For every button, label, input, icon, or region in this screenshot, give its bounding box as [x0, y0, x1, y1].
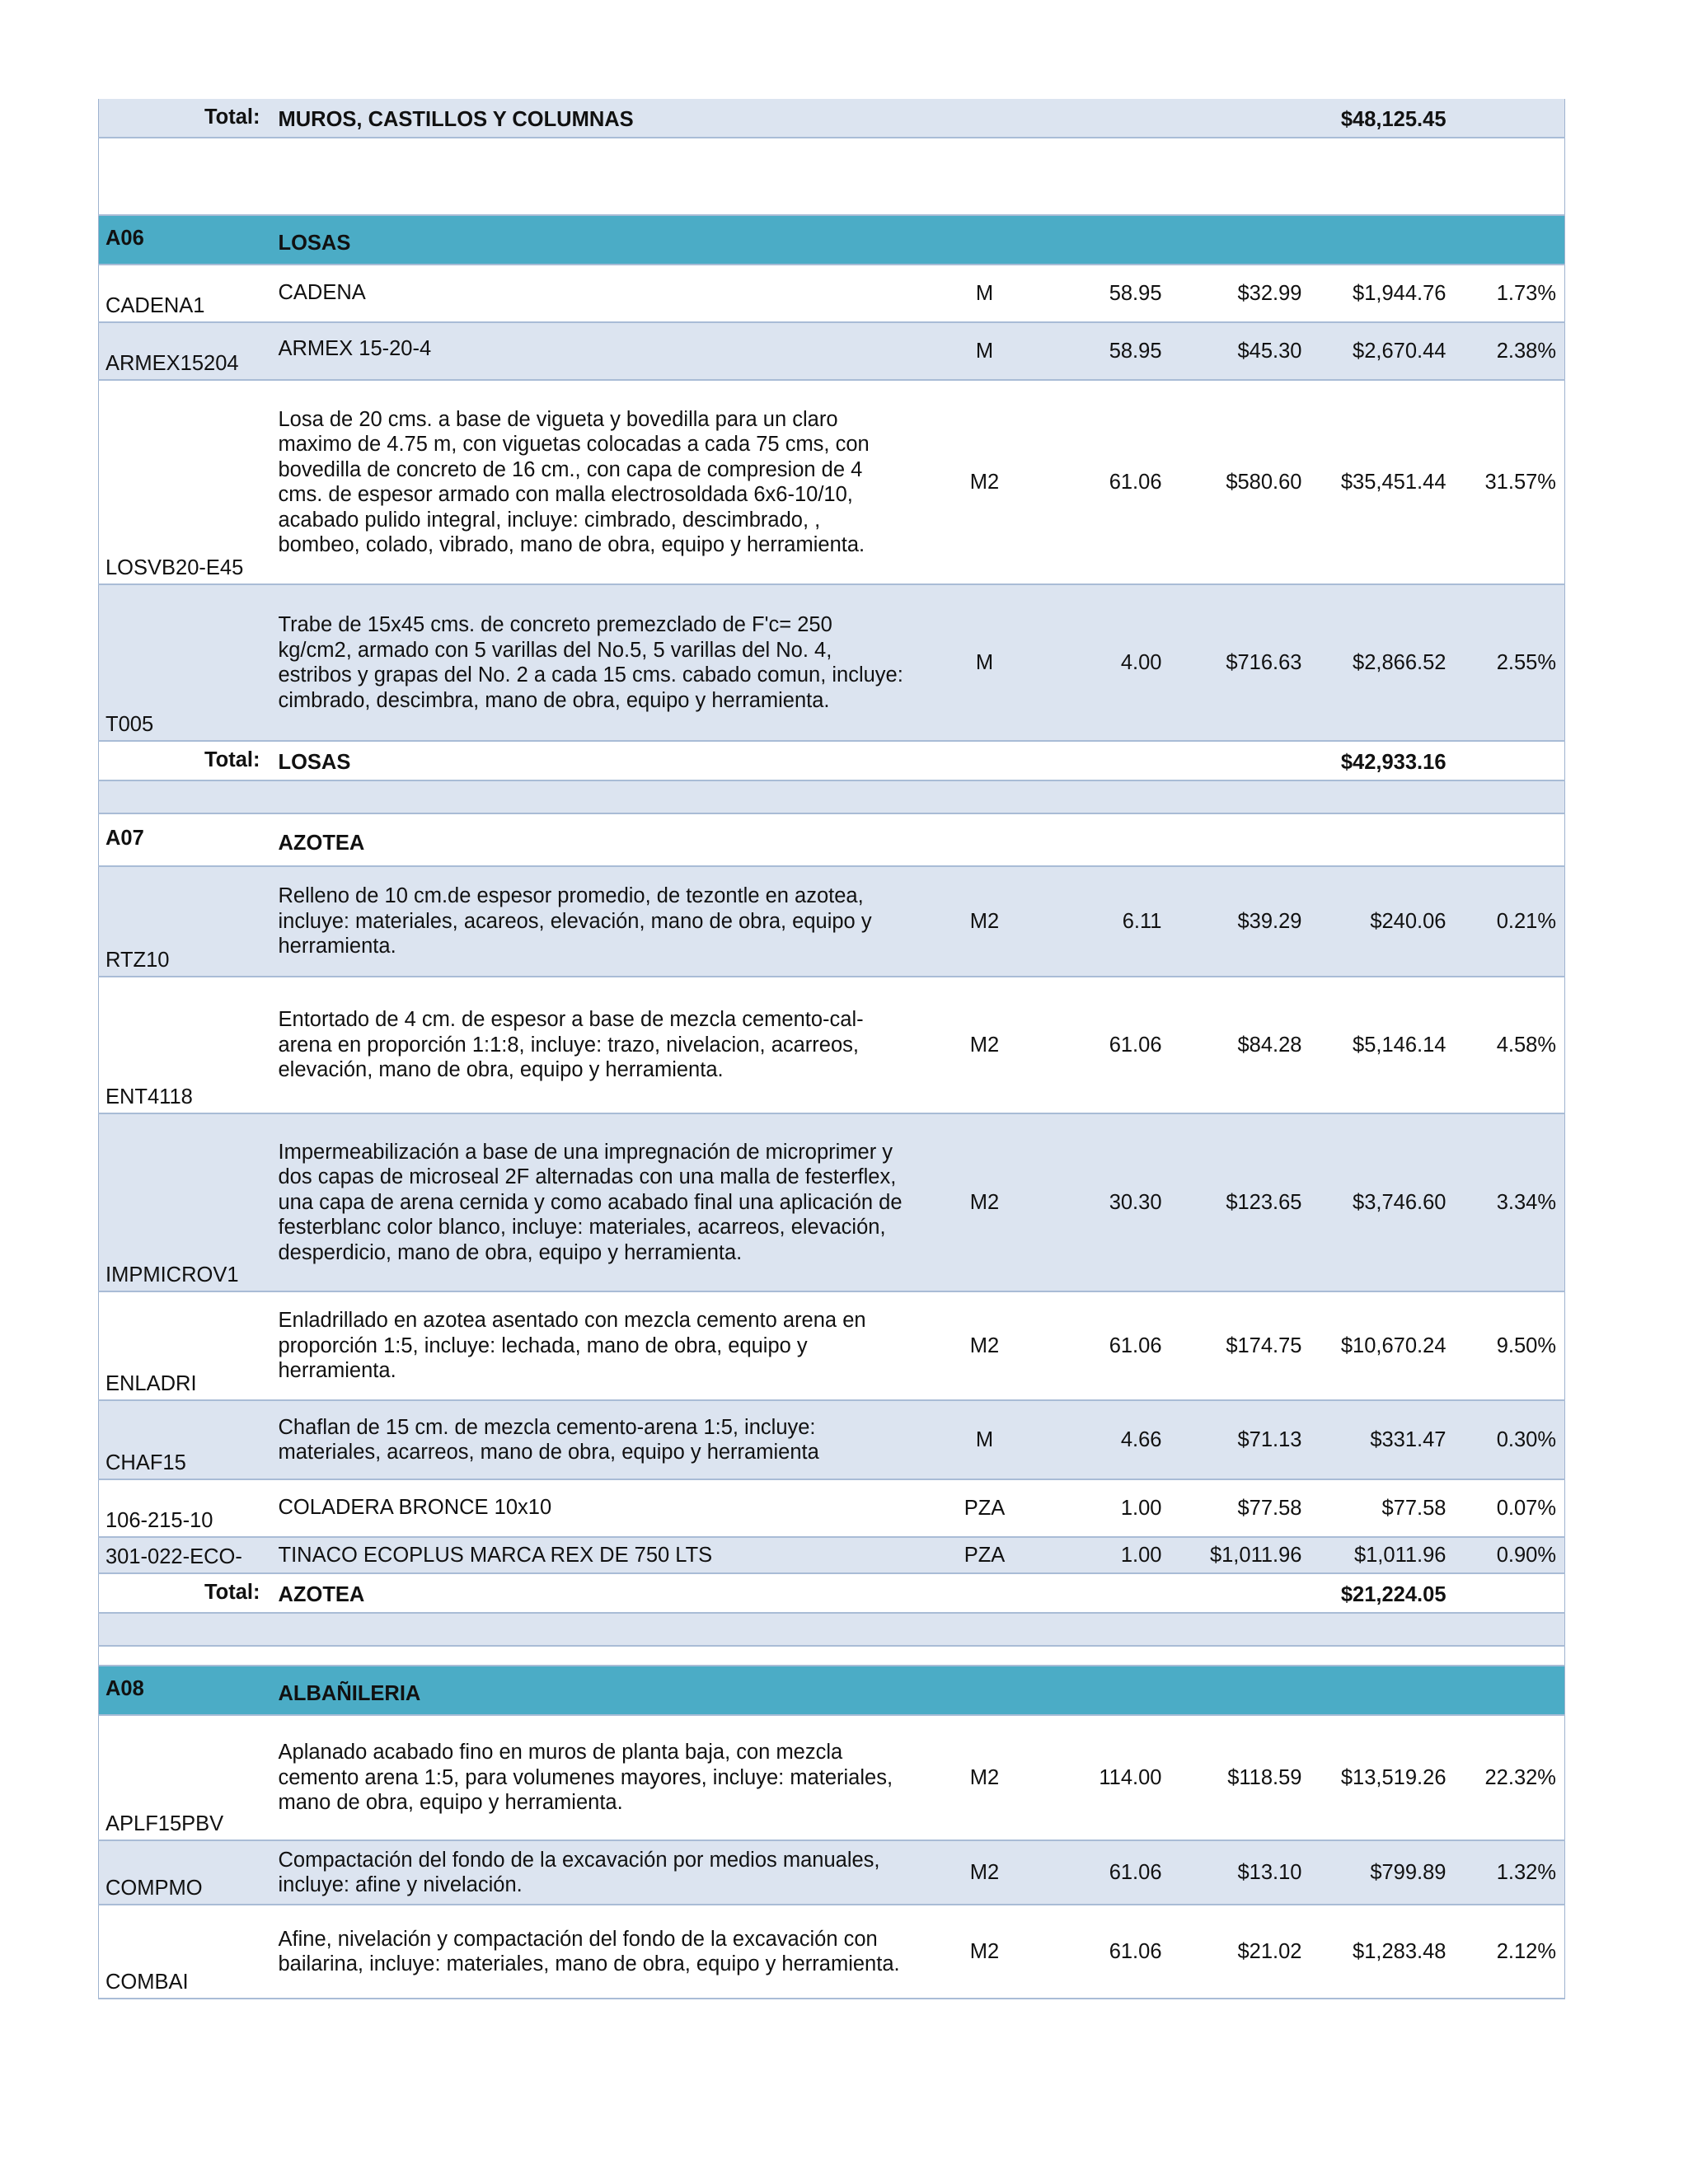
- total-section-name: LOSAS: [278, 750, 351, 774]
- item-unit: M2: [969, 909, 1000, 933]
- item-code: 301-022-ECO-: [106, 1544, 242, 1568]
- section-code: A06: [106, 227, 144, 251]
- item-amount: $1,944.76: [1353, 281, 1447, 305]
- item-code: LOSVB20-E45: [106, 555, 244, 579]
- item-description: Losa de 20 cms. a base de vigueta y bovedilla para un claro maximo de 4.75 m, con viguetas colocadas a cada 75 cms, con bovedilla de concreto de 16 cm., con capa de compresion de 4 cms. de espesor armado con malla electrosoldada 6x6-10/10, acabado pulido integral, incluye: cimbrado, descimbrado, , bombeo, colado, vibrado, mano de obra, equipo y herramienta.: [278, 407, 870, 556]
- item-unit-price: $118.59: [1227, 1765, 1302, 1789]
- item-description: Impermeabilización a base de una impregnación de microprimer y dos capas de microseal 2F alternadas con una malla de festerflex, una capa de arena cernida y como acabado final una aplicación de festerblanc color blanco, incluye: materiales, acarreos, elevación, desperdicio, mano de obra, equipo y herramienta.: [278, 1140, 903, 1264]
- item-description: TINACO ECOPLUS MARCA REX DE 750 LTS: [278, 1543, 713, 1567]
- item-unit: M: [975, 1427, 994, 1451]
- item-description: Enladrillado en azotea asentado con mezcla cemento arena en proporción 1:5, incluye: lechada, mano de obra, equipo y herramienta.: [278, 1309, 866, 1383]
- item-unit-price: $84.28: [1237, 1033, 1302, 1057]
- item-percent: 0.90%: [1496, 1543, 1556, 1567]
- item-unit-price: $716.63: [1226, 650, 1302, 674]
- item-unit-price: $174.75: [1226, 1333, 1302, 1357]
- item-code: COMPMO: [106, 1876, 203, 1900]
- item-code: ARMEX15204: [106, 351, 239, 375]
- item-unit-price: $39.29: [1237, 909, 1302, 933]
- item-unit-price: $580.60: [1226, 470, 1302, 494]
- item-row: [99, 977, 1565, 1113]
- item-quantity: 61.06: [1109, 1860, 1162, 1884]
- item-unit: PZA: [964, 1496, 1006, 1520]
- item-code: T005: [106, 712, 154, 736]
- item-quantity: 61.06: [1109, 1939, 1162, 1963]
- item-percent: 1.32%: [1496, 1860, 1556, 1884]
- item-amount: $799.89: [1370, 1860, 1447, 1884]
- item-row: [99, 1479, 1565, 1537]
- section-code: A08: [106, 1677, 144, 1701]
- spacer-row: [99, 138, 1565, 215]
- section-code: A07: [106, 827, 144, 851]
- item-description: Afine, nivelación y compactación del fondo de la excavación con bailarina, incluye: materiales, mano de obra, equipo y herramienta.: [278, 1927, 900, 1975]
- item-amount: $13,519.26: [1340, 1765, 1447, 1789]
- total-section-name: MUROS, CASTILLOS Y COLUMNAS: [278, 107, 634, 131]
- item-row: [99, 1291, 1565, 1400]
- item-row: [99, 1537, 1565, 1573]
- item-amount: $1,011.96: [1353, 1543, 1447, 1567]
- item-unit: M2: [969, 470, 1000, 494]
- item-row: [99, 265, 1565, 322]
- item-unit: M2: [969, 1333, 1000, 1357]
- item-code: 106-215-10: [106, 1508, 213, 1532]
- item-row: [99, 380, 1565, 584]
- item-code: COMBAI: [106, 1970, 189, 1994]
- item-percent: 4.58%: [1496, 1033, 1556, 1057]
- item-description: ARMEX 15-20-4: [278, 337, 432, 360]
- item-quantity: 61.06: [1109, 470, 1162, 494]
- item-description: Aplanado acabado fino en muros de planta baja, con mezcla cemento arena 1:5, para volumenes mayores, incluye: materiales, mano de obra, equipo y herramienta.: [278, 1741, 893, 1815]
- total-row-azotea: [99, 1573, 1565, 1613]
- item-percent: 0.30%: [1496, 1427, 1556, 1451]
- item-percent: 1.73%: [1496, 281, 1556, 305]
- item-row: [99, 866, 1565, 977]
- item-description: Compactación del fondo de la excavación por medios manuales, incluye: afine y nivelación.: [278, 1848, 880, 1896]
- section-title: ALBAÑILERIA: [278, 1681, 421, 1705]
- item-description: Trabe de 15x45 cms. de concreto premezclado de F'c= 250 kg/cm2, armado con 5 varillas del No.5, 5 varillas del No. 4, estribos y grapas del No. 2 a cada 15 cms. cabado comun, incluye: cimbrado, descimbra, mano de obra, equipo y herramienta.: [278, 613, 903, 712]
- total-label: Total:: [204, 748, 260, 771]
- item-quantity: 58.95: [1109, 339, 1162, 363]
- item-quantity: 4.66: [1120, 1427, 1162, 1451]
- item-unit-price: $77.58: [1237, 1496, 1302, 1520]
- item-unit: M: [975, 650, 994, 674]
- item-description: CADENA: [278, 281, 366, 304]
- item-unit-price: $45.30: [1237, 339, 1302, 363]
- item-percent: 22.32%: [1484, 1765, 1556, 1789]
- item-row: [99, 1905, 1565, 1999]
- item-row: [99, 1715, 1565, 1840]
- item-quantity: 61.06: [1109, 1033, 1162, 1057]
- item-unit-price: $13.10: [1237, 1860, 1302, 1884]
- item-unit-price: $32.99: [1237, 281, 1302, 305]
- item-unit-price: $71.13: [1237, 1427, 1302, 1451]
- total-label: Total:: [204, 1580, 260, 1604]
- item-amount: $2,866.52: [1353, 650, 1447, 674]
- item-percent: 31.57%: [1484, 470, 1556, 494]
- item-unit-price: $21.02: [1237, 1939, 1302, 1963]
- item-code: IMPMICROV1: [106, 1263, 239, 1286]
- section-header-a06: [99, 215, 1565, 265]
- section-title: AZOTEA: [278, 831, 365, 855]
- item-row: [99, 1840, 1565, 1905]
- item-percent: 3.34%: [1496, 1190, 1556, 1214]
- item-unit: M2: [969, 1939, 1000, 1963]
- total-row-muros: [99, 99, 1565, 138]
- item-amount: $3,746.60: [1353, 1190, 1447, 1214]
- item-code: CHAF15: [106, 1451, 186, 1474]
- spacer-row: [99, 1646, 1565, 1666]
- item-quantity: 4.00: [1120, 650, 1162, 674]
- budget-table: [98, 99, 1565, 1999]
- spacer-row: [99, 1613, 1565, 1646]
- section-header-a08: [99, 1666, 1565, 1715]
- item-code: ENT4118: [106, 1085, 193, 1108]
- item-percent: 2.12%: [1496, 1939, 1556, 1963]
- item-quantity: 58.95: [1109, 281, 1162, 305]
- item-unit: M: [975, 281, 994, 305]
- item-quantity: 1.00: [1120, 1543, 1162, 1567]
- item-row: [99, 1400, 1565, 1479]
- item-amount: $240.06: [1370, 909, 1447, 933]
- item-description: COLADERA BRONCE 10x10: [278, 1496, 552, 1519]
- item-unit: M2: [969, 1860, 1000, 1884]
- item-quantity: 1.00: [1120, 1496, 1162, 1520]
- item-unit-price: $1,011.96: [1209, 1543, 1302, 1567]
- item-percent: 9.50%: [1496, 1333, 1556, 1357]
- item-amount: $2,670.44: [1353, 339, 1447, 363]
- item-unit-price: $123.65: [1226, 1190, 1302, 1214]
- item-quantity: 30.30: [1109, 1190, 1162, 1214]
- item-unit: M2: [969, 1190, 1000, 1214]
- total-amount: $42,933.16: [1340, 750, 1447, 774]
- item-code: ENLADRI: [106, 1371, 197, 1395]
- item-row: [99, 584, 1565, 741]
- item-amount: $35,451.44: [1340, 470, 1447, 494]
- item-code: RTZ10: [106, 948, 170, 972]
- item-code: APLF15PBV: [106, 1811, 224, 1835]
- total-amount: $48,125.45: [1340, 107, 1447, 131]
- item-percent: 0.21%: [1496, 909, 1556, 933]
- section-header-a07: [99, 813, 1565, 866]
- item-description: Chaflan de 15 cm. de mezcla cemento-arena 1:5, incluye: materiales, acarreos, mano de obra, equipo y herramienta: [278, 1415, 819, 1464]
- section-title: LOSAS: [278, 231, 351, 255]
- item-amount: $5,146.14: [1353, 1033, 1447, 1057]
- item-description: Relleno de 10 cm.de espesor promedio, de tezontle en azotea, incluye: materiales, acareos, elevación, mano de obra, equipo y herramienta.: [278, 884, 872, 958]
- total-amount: $21,224.05: [1340, 1582, 1447, 1606]
- total-row-losas: [99, 741, 1565, 780]
- item-unit: M2: [969, 1033, 1000, 1057]
- item-amount: $10,670.24: [1340, 1333, 1447, 1357]
- item-code: CADENA1: [106, 293, 205, 317]
- item-description: Entortado de 4 cm. de espesor a base de mezcla cemento-cal-arena en proporción 1:1:8, incluye: trazo, nivelacion, acarreos, elevación, mano de obra, equipo y herramienta.: [278, 1008, 864, 1082]
- item-quantity: 114.00: [1099, 1765, 1162, 1789]
- item-unit: M2: [969, 1765, 1000, 1789]
- item-quantity: 61.06: [1109, 1333, 1162, 1357]
- item-percent: 2.38%: [1496, 339, 1556, 363]
- item-amount: $77.58: [1381, 1496, 1447, 1520]
- item-amount: $331.47: [1370, 1427, 1447, 1451]
- item-quantity: 6.11: [1122, 909, 1162, 933]
- total-section-name: AZOTEA: [278, 1582, 365, 1606]
- total-label: Total:: [204, 105, 260, 129]
- item-row: [99, 1113, 1565, 1291]
- item-unit: PZA: [964, 1543, 1006, 1567]
- spacer-row: [99, 780, 1565, 813]
- item-percent: 2.55%: [1496, 650, 1556, 674]
- item-row: [99, 322, 1565, 380]
- item-amount: $1,283.48: [1353, 1939, 1447, 1963]
- item-unit: M: [975, 339, 994, 363]
- item-percent: 0.07%: [1496, 1496, 1556, 1520]
